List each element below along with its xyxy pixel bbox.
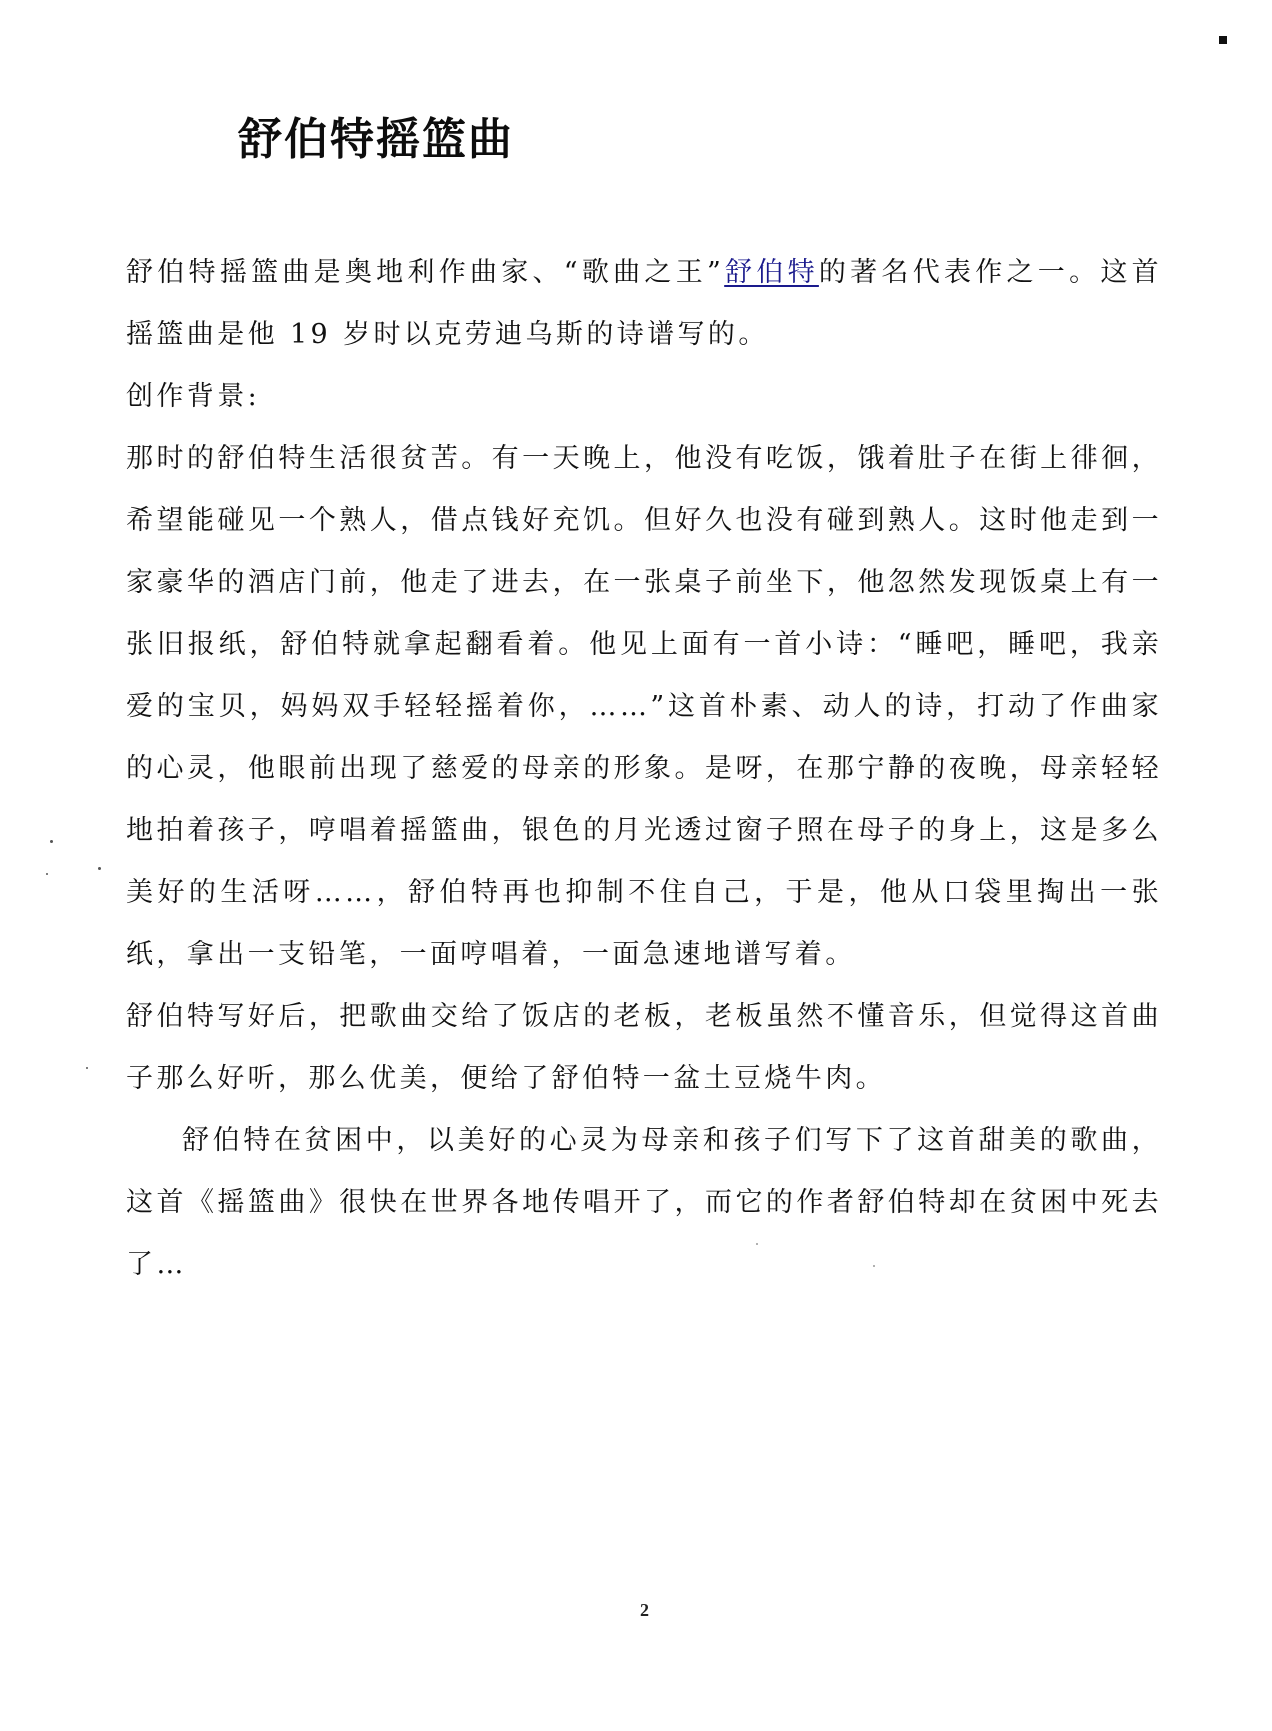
intro-text-before-link: 舒伯特摇篮曲是奥地利作曲家、“歌曲之王” bbox=[126, 257, 725, 288]
background-story-paragraph: 那时的舒伯特生活很贫苦。有一天晚上，他没有吃饭，饿着肚子在街上徘徊，希望能碰见一个熟人，借点钱好充饥。但好久也没有碰到熟人。这时他走到一家豪华的酒店门前，他走了进去，在一张桌子前坐下，他忽然发现饭桌上有一张旧报纸，舒伯特就拿起翻看着。他见上面有一首小诗：“睡吧，睡吧，我亲爱的宝贝，妈妈双手轻轻摇着你，……”这首朴素、动人的诗，打动了作曲家的心灵，他眼前出现了慈爱的母亲的形象。是呀，在那宁静的夜晚，母亲轻轻地拍着孩子，哼唱着摇篮曲，银色的月光透过窗子照在母子的身上，这是多么美好的生活呀……，舒伯特再也抑制不住自己，于是，他从口袋里掏出一张纸，拿出一支铅笔，一面哼唱着，一面急速地谱写着。 bbox=[126, 443, 1162, 970]
page-title: 舒伯特摇篮曲 bbox=[238, 114, 514, 165]
scan-speck bbox=[98, 867, 101, 870]
scan-speck bbox=[86, 1067, 88, 1069]
closing-paragraph: 舒伯特在贫困中，以美好的心灵为母亲和孩子们写下了这首甜美的歌曲，这首《摇篮曲》很快在世界各地传唱开了，而它的作者舒伯特却在贫困中死去了… bbox=[126, 1125, 1162, 1280]
scan-speck bbox=[50, 840, 53, 843]
section-heading-background: 创作背景: bbox=[126, 381, 261, 412]
page-number: 2 bbox=[640, 1600, 649, 1620]
intro-paragraph bbox=[126, 242, 1162, 366]
document-body bbox=[126, 242, 1162, 1296]
intro-text-after-link: 的著名代表作之一。这首摇篮曲是他 19 岁时以克劳迪乌斯的诗谱写的。 bbox=[126, 257, 1163, 350]
scan-speck bbox=[756, 1243, 758, 1245]
scan-speck bbox=[873, 1265, 875, 1267]
scan-speck bbox=[46, 873, 48, 875]
schubert-link[interactable]: 舒伯特 bbox=[724, 257, 819, 288]
restaurant-owner-paragraph: 舒伯特写好后，把歌曲交给了饭店的老板，老板虽然不懂音乐，但觉得这首曲子那么好听，那么优美，便给了舒伯特一盆土豆烧牛肉。 bbox=[126, 1001, 1162, 1094]
corner-mark bbox=[1219, 36, 1227, 44]
